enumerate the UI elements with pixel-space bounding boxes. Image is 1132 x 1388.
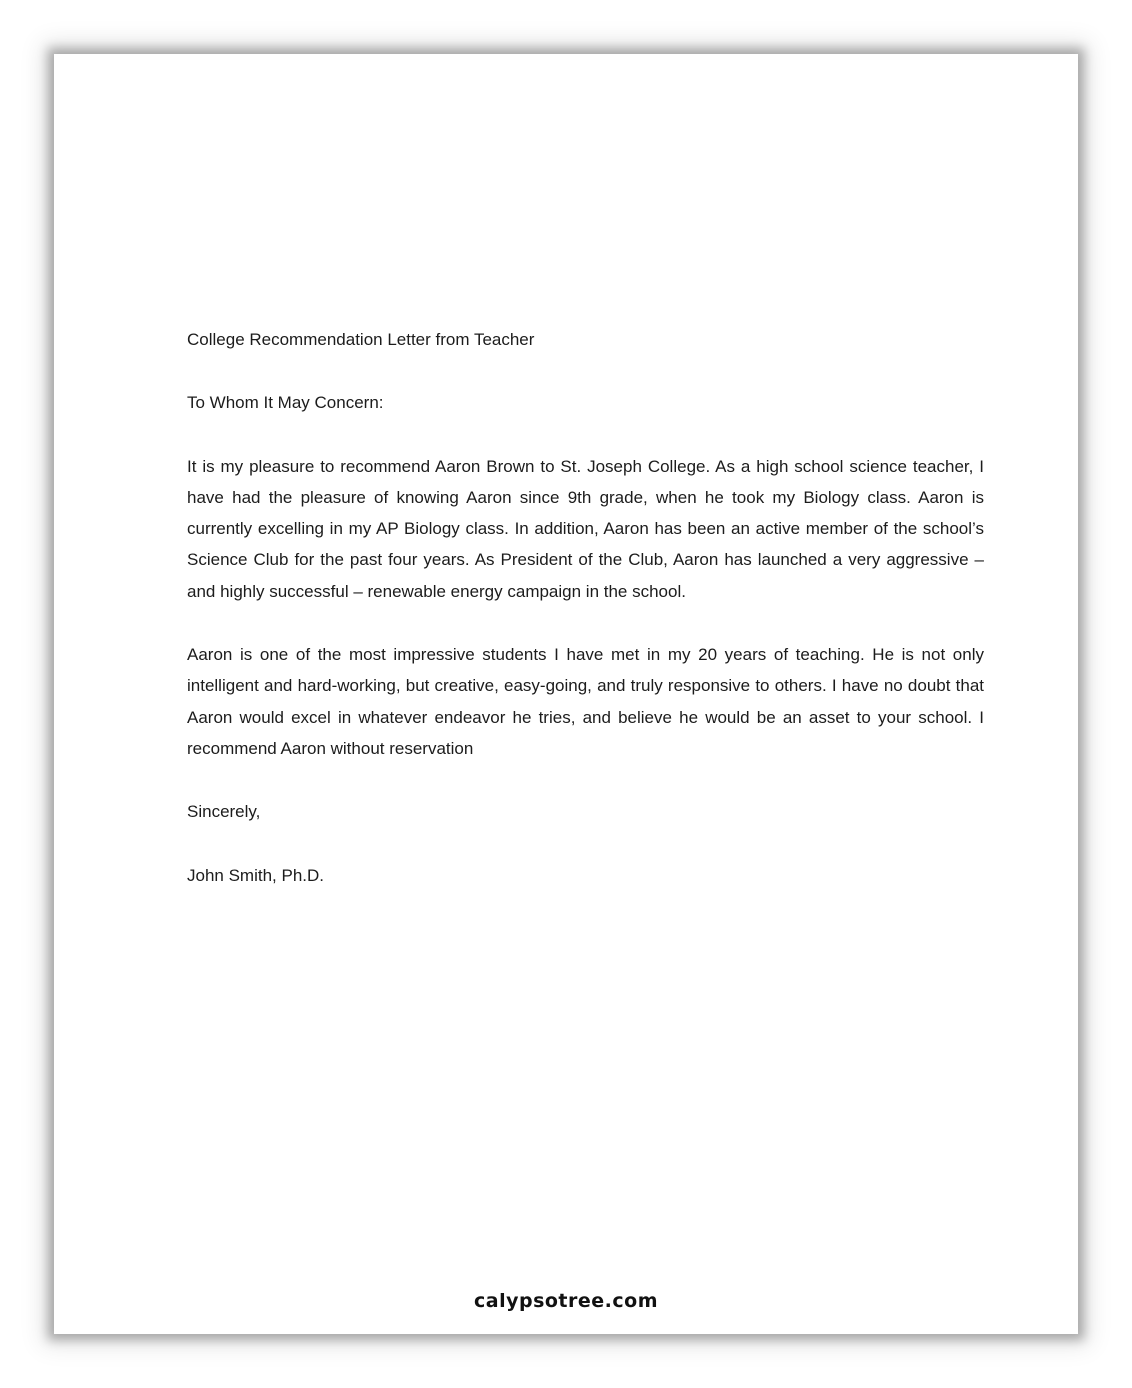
watermark-text: calypsotree.com: [473, 1290, 658, 1312]
paragraph-2: Aaron is one of the most impressive students I have met in my 20 years of teaching. He is not only intelligent and hard-working, but creative, easy-going, and truly responsive to others. I have no doubt that Aaron would excel in whatever endeavor he tries, and believe he would be an asset to your school. I recommend Aaron without reservation: [187, 645, 984, 758]
document-page: [54, 54, 1078, 1334]
letter-body: [187, 324, 984, 923]
signature: John Smith, Ph.D.: [187, 865, 325, 885]
closing: Sincerely,: [187, 802, 261, 822]
paragraph-1: It is my pleasure to recommend Aaron Brown to St. Joseph College. As a high school science teacher, I have had the pleasure of knowing Aaron since 9th grade, when he took my Biology class. Aaron is currently excelling in my AP Biology class. In addition, Aaron has been an active member of the school’s Science Club for the past four years. As President of the Club, Aaron has launched a very aggressive – and highly successful – renewable energy campaign in the school.: [187, 456, 984, 601]
letter-title: College Recommendation Letter from Teacher: [187, 330, 535, 349]
salutation: To Whom It May Concern:: [187, 393, 384, 413]
